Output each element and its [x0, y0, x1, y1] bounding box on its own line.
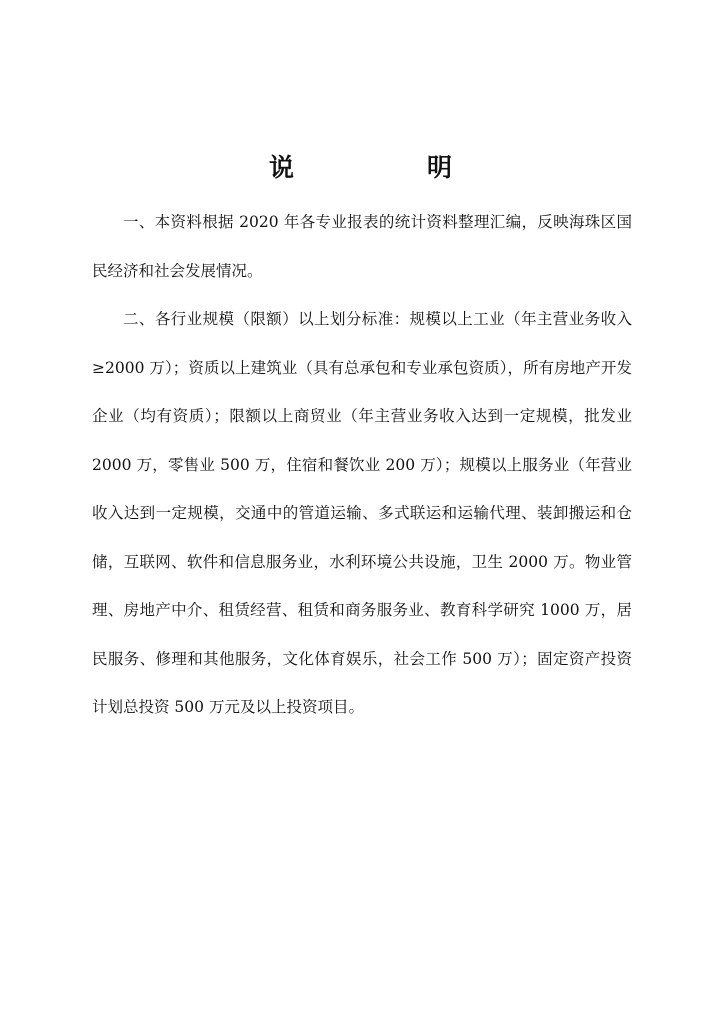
page-title: 说 明: [268, 153, 506, 182]
paragraph-1: 一、本资料根据 2020 年各专业报表的统计资料整理汇编，反映海珠区国民经济和社会发展情况。: [92, 213, 632, 280]
paragraph-2: 二、各行业规模（限额）以上划分标准：规模以上工业（年主营业务收入≥2000 万）；资质以上建筑业（具有总承包和专业承包资质），所有房地产开发企业（均有资质）；限额以上商贸业（年主营业务收入达到一定规模，批发业 2000 万，零售业 500 万，住宿和餐饮业 200 万）；规模以上服务业（年营业收入达到一定规模，交通中的管道运输、多式联运和运输代理、装卸搬运和仓储，互联网、软件和信息服务业，水利环境公共设施，卫生 2000 万。物业管理、房地产中介、租赁经营、租赁和商务服务业、教育科学研究 1000 万，居民服务、修理和其他服务，文化体育娱乐，社会工作 500 万）；固定资产投资计划总投资 500 万元及以上投资项目。: [92, 310, 632, 716]
document-body: [92, 198, 632, 732]
